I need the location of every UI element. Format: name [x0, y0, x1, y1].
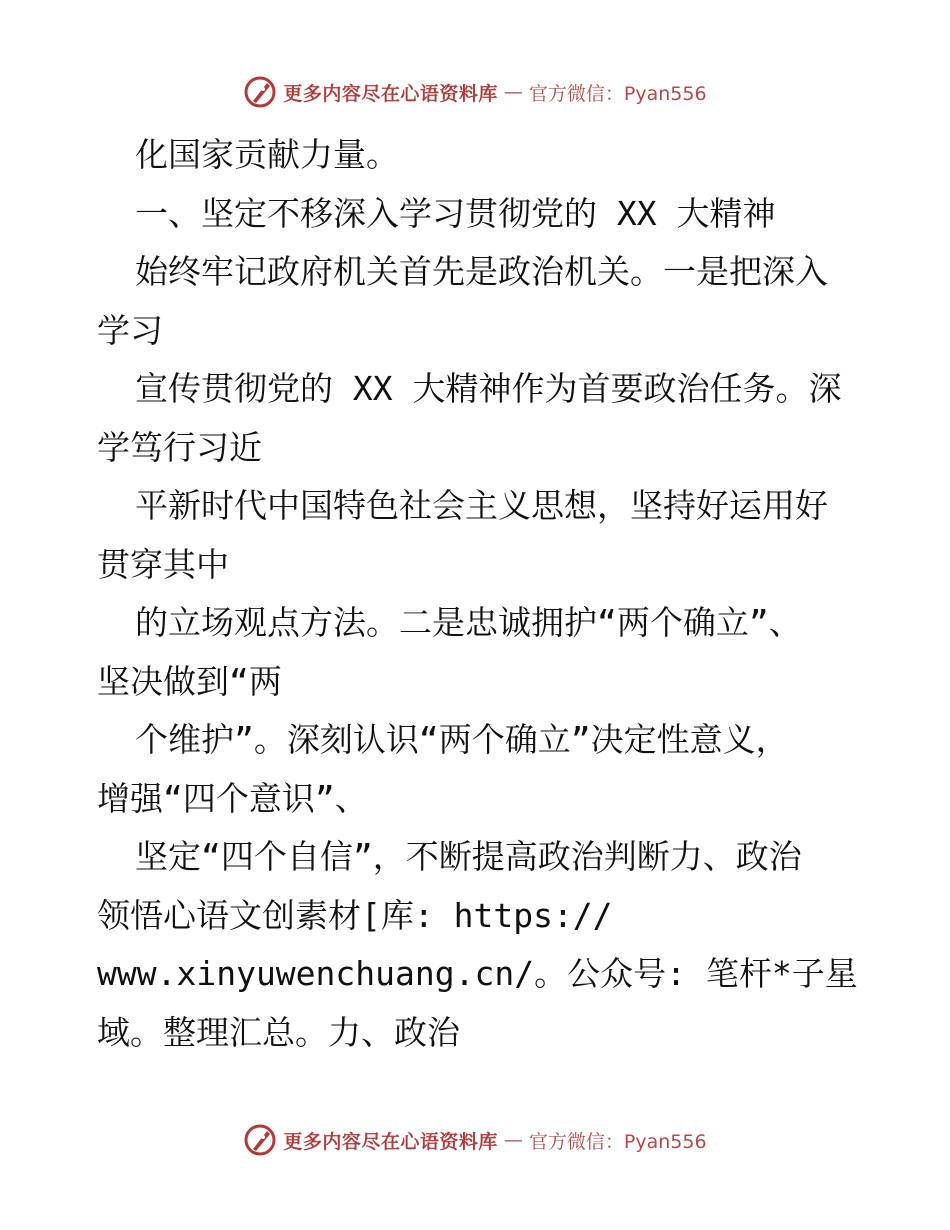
body-line: 贯穿其中: [97, 544, 229, 584]
body-line: 领悟心语文创素材[库: https://: [97, 895, 613, 935]
header-banner: [0, 72, 950, 112]
body-line: 坚决做到“两: [97, 661, 282, 701]
banner-slogan: 更多内容尽在心语资料库: [283, 1130, 498, 1153]
body-line: 始终牢记政府机关首先是政治机关。一是把深入: [135, 252, 828, 291]
body-line: 宣传贯彻党的 XX 大精神作为首要政治任务。深: [135, 369, 842, 408]
body-line: 的立场观点方法。二是忠诚拥护“两个确立”、: [135, 603, 802, 642]
pen-nib-logo-icon: [243, 75, 277, 109]
body-line: 个维护”。深刻认识“两个确立”决定性意义，: [135, 720, 789, 759]
pen-nib-logo-icon: [243, 1123, 277, 1157]
body-line: 域。整理汇总。力、政治: [97, 1012, 460, 1052]
section-heading: 一、坚定不移深入学习贯彻党的 XX 大精神: [135, 193, 776, 233]
body-line: 学笃行习近: [97, 427, 262, 467]
body-line: 坚定“四个自信”，不断提高政治判断力、政治: [135, 837, 802, 876]
banner-dash: —: [503, 1129, 523, 1151]
body-line: 平新时代中国特色社会主义思想，坚持好运用好: [135, 486, 828, 525]
footer-banner: [0, 1120, 950, 1160]
body-line-url: www.xinyuwenchuang.cn/。公众号: 笔杆*子星: [97, 954, 858, 993]
body-line: 化国家贡献力量。: [135, 135, 399, 174]
body-line: 增强“四个意识”、: [97, 778, 368, 818]
banner-contact: 官方微信：Pyan556: [528, 82, 707, 105]
banner-dash: —: [503, 81, 523, 103]
document-body: [97, 126, 857, 1062]
body-line: 学习: [97, 310, 163, 350]
banner-slogan: 更多内容尽在心语资料库: [283, 82, 498, 105]
banner-contact: 官方微信：Pyan556: [528, 1130, 707, 1153]
